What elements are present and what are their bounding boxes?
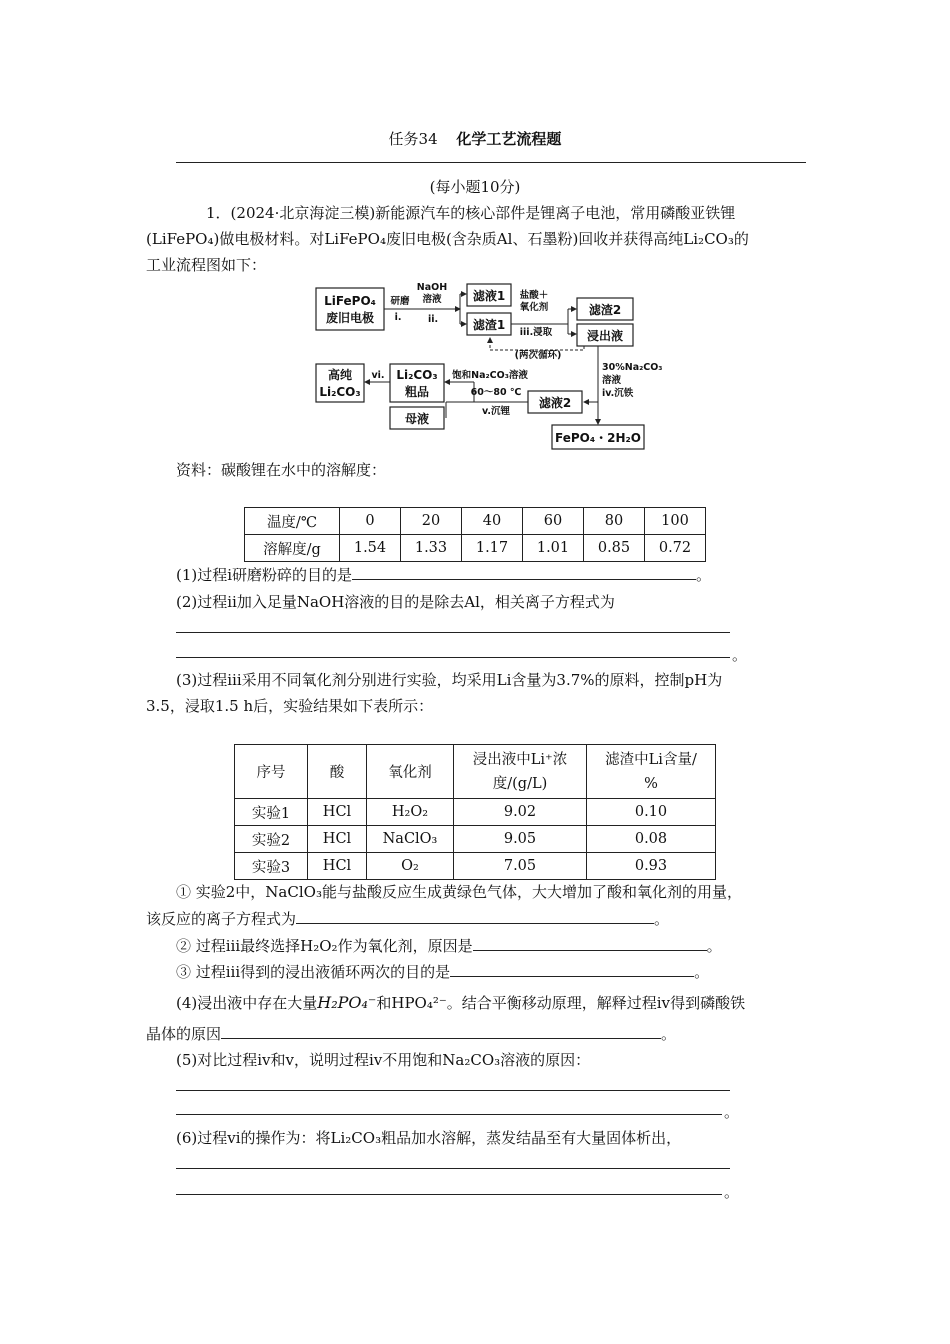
header-li-content-1: 滤渣中Li含量/ — [605, 751, 697, 768]
table-row — [235, 853, 716, 880]
answer-blank[interactable] — [176, 1090, 730, 1091]
table-cell: 0.72 — [645, 535, 706, 562]
question-1-3c — [176, 959, 808, 985]
table-cell: H₂O₂ — [367, 799, 454, 826]
step-vi-label: vi. — [371, 370, 385, 381]
table-cell: 1.01 — [523, 535, 584, 562]
answer-blank[interactable] — [296, 907, 654, 924]
crude-label-2: 粗品 — [404, 385, 430, 399]
question-1-3-line2: 3.5，浸取1.5 h后，实验结果如下表所示： — [146, 697, 434, 715]
question-1-1-text: (1)过程ⅰ研磨粉碎的目的是 — [176, 566, 353, 584]
q1-intro-line2: (LiFePO₄)做电极材料。对LiFePO₄废旧电极(含杂质Al、石墨粉)回收并获得高纯Li₂CO₃的 — [146, 230, 749, 248]
table-cell: 实验1 — [235, 799, 308, 826]
start-label-2: 废旧电极 — [325, 311, 375, 325]
table-cell: 温度/℃ — [245, 508, 340, 535]
header-li-content-2: % — [644, 775, 658, 792]
table-cell: 9.05 — [454, 826, 587, 853]
step-v-label-2: 60～80 ℃ — [470, 387, 522, 398]
title-divider — [176, 162, 806, 163]
residue2-label: 滤渣2 — [588, 303, 622, 317]
step-v-label-1: 饱和Na₂CO₃溶液 — [452, 370, 528, 381]
step-i-label-2: i. — [394, 312, 402, 323]
score-note: (每小题10分) — [429, 178, 521, 196]
ion-dihydrogen-phosphate: H₂PO₄⁻ — [317, 993, 377, 1012]
question-1-5: (5)对比过程ⅳ和ⅴ，说明过程ⅳ不用饱和Na₂CO₃溶液的原因： — [176, 1051, 591, 1069]
period: 。 — [654, 910, 670, 928]
question-1-4-line2 — [146, 1021, 778, 1047]
answer-blank[interactable] — [176, 1168, 730, 1169]
leachate-label: 浸出液 — [586, 329, 624, 343]
table-cell: 9.02 — [454, 799, 587, 826]
filtrate1-label: 滤液1 — [472, 289, 506, 303]
answer-blank[interactable] — [176, 632, 730, 633]
answer-blank[interactable] — [352, 563, 696, 580]
table-cell: HCl — [308, 853, 367, 880]
question-1-1 — [176, 562, 808, 588]
table-cell: 40 — [462, 508, 523, 535]
solubility-row-temperature — [245, 508, 706, 535]
step-iv-label-3: iv.沉铁 — [602, 388, 634, 399]
table-header-cell: 序号 — [235, 745, 308, 799]
table-cell: HCl — [308, 826, 367, 853]
step-v-label-3: v.沉锂 — [481, 406, 511, 417]
period: 。 — [732, 646, 748, 664]
question-1-4-text-a: (4)浸出液中存在大量 — [176, 994, 318, 1012]
step-iv-label-1: 30%Na₂CO₃ — [602, 362, 663, 373]
table-header-cell — [587, 745, 716, 799]
period: 。 — [694, 963, 710, 981]
table-cell: 实验2 — [235, 826, 308, 853]
period: 。 — [706, 937, 722, 955]
table-cell: 0.85 — [584, 535, 645, 562]
table-cell: 0 — [340, 508, 401, 535]
filtrate2-label: 滤液2 — [538, 396, 572, 410]
question-1-4-text-c: 晶体的原因 — [146, 1025, 222, 1043]
cycle-label: (两次循环) — [514, 350, 562, 361]
table-cell: NaClO₃ — [367, 826, 454, 853]
step-i-label-1: 研磨 — [390, 296, 410, 307]
table-cell: 80 — [584, 508, 645, 535]
step-iv-label-2: 溶液 — [602, 375, 622, 386]
period: 。 — [696, 566, 712, 584]
table-cell: 20 — [401, 508, 462, 535]
table-cell: 60 — [523, 508, 584, 535]
header-li-concentration-1: 浸出液中Li⁺浓 — [472, 751, 568, 768]
pure-label-1: 高纯 — [327, 368, 353, 382]
question-1-3b — [176, 933, 808, 959]
step-ii-label-3: ii. — [427, 314, 439, 325]
step-iii-label-1: 盐酸＋ — [519, 290, 549, 301]
table-row — [235, 799, 716, 826]
q1-intro-line3: 工业流程图如下： — [146, 256, 267, 274]
step-iii-label-3: iii.浸取 — [519, 327, 553, 338]
table-cell: 实验3 — [235, 853, 308, 880]
answer-blank[interactable] — [176, 1114, 722, 1115]
period: 。 — [724, 1103, 740, 1121]
table-cell: 100 — [645, 508, 706, 535]
residue1-label: 滤渣1 — [472, 318, 506, 332]
table-cell: 1.54 — [340, 535, 401, 562]
question-1-3-line1: (3)过程ⅲ采用不同氧化剂分别进行实验，均采用Li含量为3.7%的原料，控制pH为 — [176, 671, 723, 689]
question-1-3a-line1: ① 实验2中，NaClO₃能与盐酸反应生成黄绿色气体，大大增加了酸和氧化剂的用量， — [176, 883, 742, 901]
fepo4-label: FePO₄・2H₂O — [555, 431, 641, 445]
table-cell: 0.10 — [587, 799, 716, 826]
question-1-6: (6)过程ⅵ的操作为：将Li₂CO₃粗品加水溶解，蒸发结晶至有大量固体析出， — [176, 1129, 682, 1147]
period: 。 — [661, 1025, 677, 1043]
answer-blank[interactable] — [176, 657, 730, 658]
task-name: 化学工艺流程题 — [456, 130, 562, 148]
table-cell: O₂ — [367, 853, 454, 880]
table-cell: 溶解度/g — [245, 535, 340, 562]
table-header-cell: 氧化剂 — [367, 745, 454, 799]
data-note: 资料：碳酸锂在水中的溶解度： — [176, 461, 387, 479]
solubility-row-values — [245, 535, 706, 562]
table-cell: 0.08 — [587, 826, 716, 853]
step-iii-label-2: 氧化剂 — [519, 302, 549, 313]
step-ii-label-2: 溶液 — [422, 294, 442, 305]
experiment-table — [234, 744, 716, 880]
table-header-cell: 酸 — [308, 745, 367, 799]
question-1-3b-text: ② 过程ⅲ最终选择H₂O₂作为氧化剂，原因是 — [176, 937, 473, 955]
table-cell: 1.33 — [401, 535, 462, 562]
solubility-table — [244, 507, 706, 562]
start-label-1: LiFePO₄ — [324, 294, 376, 308]
question-1-4-text-b: 。结合平衡移动原理，解释过程ⅳ得到磷酸铁 — [446, 994, 746, 1012]
answer-blank[interactable] — [450, 960, 694, 977]
question-1-3c-text: ③ 过程ⅲ得到的浸出液循环两次的目的是 — [176, 963, 451, 981]
table-cell: 0.93 — [587, 853, 716, 880]
table-cell: 1.17 — [462, 535, 523, 562]
page-title — [0, 128, 950, 149]
question-1-2: (2)过程ⅱ加入足量NaOH溶液的目的是除去Al，相关离子方程式为 — [176, 593, 615, 611]
table-cell: HCl — [308, 799, 367, 826]
table-cell: 7.05 — [454, 853, 587, 880]
question-1-3a-text: 该反应的离子方程式为 — [146, 910, 297, 928]
step-ii-label-1: NaOH — [416, 282, 448, 293]
question-1-3a-line2 — [146, 906, 778, 932]
q1-intro-line1: 1．(2024·北京海淀三模)新能源汽车的核心部件是锂离子电池，常用磷酸亚铁锂 — [206, 204, 736, 222]
answer-blank[interactable] — [176, 1194, 722, 1195]
mother-liquor-label: 母液 — [404, 412, 430, 426]
conjunction: 和 — [376, 994, 392, 1012]
experiment-table-header — [235, 745, 716, 799]
table-header-cell — [454, 745, 587, 799]
crude-label-1: Li₂CO₃ — [396, 368, 438, 382]
answer-blank[interactable] — [221, 1022, 661, 1039]
ion-hydrogen-phosphate: HPO₄²⁻ — [391, 994, 447, 1012]
table-row — [235, 826, 716, 853]
question-1-4-line1 — [176, 990, 808, 1016]
task-number: 任务34 — [388, 130, 438, 148]
process-flowchart — [312, 282, 663, 452]
pure-label-2: Li₂CO₃ — [319, 385, 361, 399]
header-li-concentration-2: 度/(g/L) — [492, 775, 548, 792]
answer-blank[interactable] — [473, 934, 707, 951]
period: 。 — [724, 1183, 740, 1201]
